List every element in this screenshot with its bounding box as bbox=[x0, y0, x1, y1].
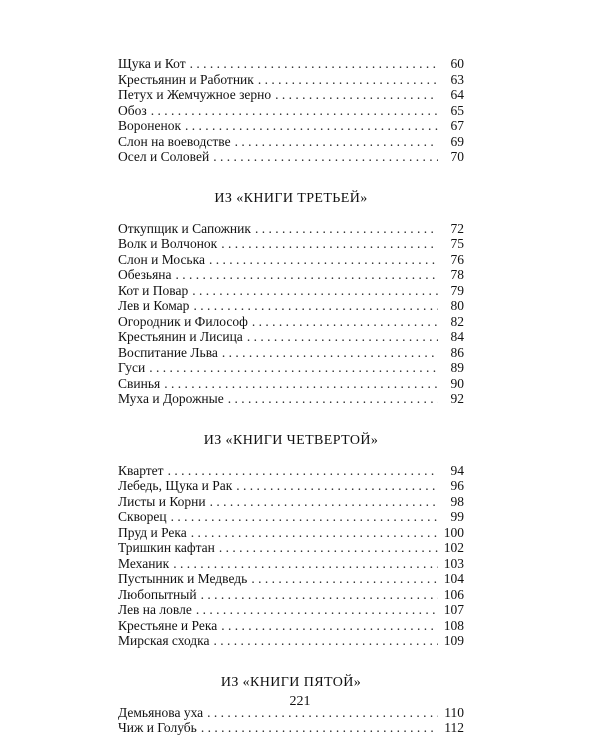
toc-entry-page: 99 bbox=[450, 509, 464, 524]
toc-entry bbox=[118, 72, 464, 88]
dot-leader bbox=[255, 221, 438, 237]
toc-entry bbox=[118, 509, 464, 525]
toc-entry-title: Крестьянин и Работник bbox=[118, 71, 254, 87]
toc-entry-page: 70 bbox=[450, 149, 464, 164]
toc-entry-page: 106 bbox=[443, 586, 464, 602]
toc-section-continued bbox=[118, 56, 464, 165]
table-of-contents bbox=[118, 56, 464, 736]
toc-section-book-three bbox=[118, 221, 464, 407]
dot-leader bbox=[151, 103, 438, 119]
page-number: 221 bbox=[289, 694, 311, 709]
dot-leader bbox=[221, 618, 438, 634]
dot-leader bbox=[235, 134, 438, 150]
toc-section-book-four bbox=[118, 463, 464, 649]
dot-leader bbox=[214, 633, 438, 649]
toc-entry-title: Щука и Кот bbox=[118, 56, 186, 71]
toc-entry-title: Свинья bbox=[118, 375, 161, 391]
toc-entry bbox=[118, 463, 464, 479]
toc-entry-page: 60 bbox=[450, 56, 464, 71]
toc-entry-title: Слон на воеводстве bbox=[118, 133, 231, 149]
dot-leader bbox=[192, 283, 438, 299]
toc-entry-title: Чиж и Голубь bbox=[118, 720, 197, 735]
toc-entry-title: Лев на ловле bbox=[118, 602, 192, 617]
section-heading-book-five: ИЗ «КНИГИ ПЯТОЙ» bbox=[220, 674, 362, 690]
toc-entry bbox=[118, 236, 464, 252]
toc-entry-title: Откупщик и Сапожник bbox=[118, 220, 251, 236]
toc-entry-title: Крестьянин и Лисица bbox=[118, 329, 243, 344]
dot-leader bbox=[213, 149, 438, 165]
toc-entry-title: Пустынник и Медведь bbox=[118, 571, 248, 586]
toc-entry bbox=[118, 134, 464, 150]
toc-entry-title: Скворец bbox=[118, 509, 167, 524]
toc-entry bbox=[118, 298, 464, 314]
toc-entry-page: 110 bbox=[444, 704, 464, 720]
dot-leader bbox=[222, 345, 438, 361]
toc-entry-title: Крестьяне и Река bbox=[118, 617, 218, 633]
dot-leader bbox=[201, 720, 438, 736]
toc-entry bbox=[118, 478, 464, 494]
dot-leader bbox=[258, 72, 438, 88]
toc-entry-page: 94 bbox=[450, 462, 464, 478]
toc-entry-title: Квартет bbox=[118, 462, 164, 478]
dot-leader bbox=[176, 267, 438, 283]
toc-entry-title: Любопытный bbox=[118, 586, 197, 602]
toc-entry-title: Обоз bbox=[118, 102, 147, 118]
toc-entry-page: 82 bbox=[450, 313, 464, 329]
toc-entry bbox=[118, 345, 464, 361]
dot-leader bbox=[275, 87, 438, 103]
toc-entry bbox=[118, 571, 464, 587]
toc-entry bbox=[118, 329, 464, 345]
toc-entry bbox=[118, 56, 464, 72]
toc-entry-page: 100 bbox=[443, 524, 464, 540]
toc-entry bbox=[118, 720, 464, 736]
toc-entry bbox=[118, 376, 464, 392]
toc-entry-page: 92 bbox=[450, 391, 464, 406]
dot-leader bbox=[228, 391, 438, 407]
toc-entry-title: Вороненок bbox=[118, 118, 182, 133]
dot-leader bbox=[168, 463, 438, 479]
toc-entry-title: Гуси bbox=[118, 360, 146, 375]
dot-leader bbox=[196, 602, 438, 618]
toc-entry bbox=[118, 556, 464, 572]
toc-entry bbox=[118, 87, 464, 103]
toc-entry-title: Тришкин кафтан bbox=[118, 540, 215, 555]
toc-entry-page: 102 bbox=[443, 540, 464, 555]
toc-entry-title: Обезьяна bbox=[118, 267, 172, 282]
toc-entry-page: 112 bbox=[444, 720, 464, 735]
dot-leader bbox=[173, 556, 438, 572]
toc-entry bbox=[118, 360, 464, 376]
dot-leader bbox=[171, 509, 438, 525]
toc-entry-page: 72 bbox=[450, 220, 464, 236]
toc-entry-title: Волк и Волчонок bbox=[118, 236, 218, 251]
toc-entry-title: Осел и Соловей bbox=[118, 149, 210, 164]
toc-entry-page: 89 bbox=[450, 360, 464, 375]
toc-entry-page: 63 bbox=[450, 71, 464, 87]
toc-entry-title: Пруд и Река bbox=[118, 524, 187, 540]
dot-leader bbox=[193, 298, 438, 314]
dot-leader bbox=[149, 360, 438, 376]
toc-entry bbox=[118, 494, 464, 510]
toc-entry-page: 84 bbox=[450, 329, 464, 344]
section-heading-book-four: ИЗ «КНИГИ ЧЕТВЕРТОЙ» bbox=[203, 432, 379, 448]
dot-leader bbox=[185, 118, 438, 134]
toc-entry bbox=[118, 103, 464, 119]
dot-leader bbox=[191, 525, 438, 541]
toc-entry-title: Лев и Комар bbox=[118, 298, 190, 313]
toc-entry bbox=[118, 540, 464, 556]
dot-leader bbox=[210, 494, 438, 510]
toc-entry bbox=[118, 314, 464, 330]
dot-leader bbox=[251, 571, 438, 587]
dot-leader bbox=[247, 329, 438, 345]
section-heading-book-three: ИЗ «КНИГИ ТРЕТЬЕЙ» bbox=[214, 190, 368, 206]
toc-entry-page: 86 bbox=[450, 344, 464, 360]
toc-entry-page: 78 bbox=[450, 267, 464, 282]
toc-entry bbox=[118, 602, 464, 618]
dot-leader bbox=[190, 56, 438, 72]
dot-leader bbox=[209, 252, 438, 268]
toc-entry-page: 108 bbox=[443, 617, 464, 633]
toc-entry-page: 69 bbox=[450, 133, 464, 149]
toc-entry-title: Петух и Жемчужное зерно bbox=[118, 87, 272, 102]
toc-entry bbox=[118, 118, 464, 134]
toc-entry-title: Лебедь, Щука и Рак bbox=[118, 478, 233, 493]
toc-entry bbox=[118, 149, 464, 165]
toc-entry-page: 104 bbox=[443, 571, 464, 586]
dot-leader bbox=[252, 314, 438, 330]
toc-entry-title: Механик bbox=[118, 555, 170, 571]
toc-entry bbox=[118, 283, 464, 299]
toc-entry-page: 80 bbox=[450, 298, 464, 313]
toc-entry-page: 67 bbox=[450, 118, 464, 133]
toc-entry-title: Слон и Моська bbox=[118, 251, 205, 267]
dot-leader bbox=[221, 236, 438, 252]
toc-entry bbox=[118, 587, 464, 603]
toc-entry-page: 103 bbox=[443, 555, 464, 571]
toc-entry-page: 109 bbox=[443, 633, 464, 648]
toc-entry bbox=[118, 252, 464, 268]
toc-entry-page: 98 bbox=[450, 493, 464, 509]
toc-entry-page: 65 bbox=[450, 102, 464, 118]
toc-entry-page: 107 bbox=[443, 602, 464, 617]
toc-entry bbox=[118, 618, 464, 634]
dot-leader bbox=[164, 376, 438, 392]
toc-entry bbox=[118, 267, 464, 283]
toc-entry-title: Воспитание Льва bbox=[118, 344, 218, 360]
toc-entry bbox=[118, 633, 464, 649]
toc-entry-title: Огородник и Философ bbox=[118, 313, 248, 329]
dot-leader bbox=[201, 587, 438, 603]
toc-entry-page: 75 bbox=[450, 236, 464, 251]
toc-entry-title: Мирская сходка bbox=[118, 633, 210, 648]
toc-entry-page: 76 bbox=[450, 251, 464, 267]
toc-entry-title: Муха и Дорожные bbox=[118, 391, 224, 406]
dot-leader bbox=[236, 478, 438, 494]
toc-entry bbox=[118, 391, 464, 407]
toc-entry bbox=[118, 221, 464, 237]
toc-entry-page: 90 bbox=[450, 375, 464, 391]
toc-entry-title: Кот и Повар bbox=[118, 282, 189, 298]
toc-entry-title: Листы и Корни bbox=[118, 493, 206, 509]
toc-entry-page: 79 bbox=[450, 282, 464, 298]
toc-entry-page: 64 bbox=[450, 87, 464, 102]
dot-leader bbox=[219, 540, 438, 556]
toc-entry bbox=[118, 525, 464, 541]
toc-entry-title: Демьянова уха bbox=[118, 704, 204, 720]
toc-entry-page: 96 bbox=[450, 478, 464, 493]
